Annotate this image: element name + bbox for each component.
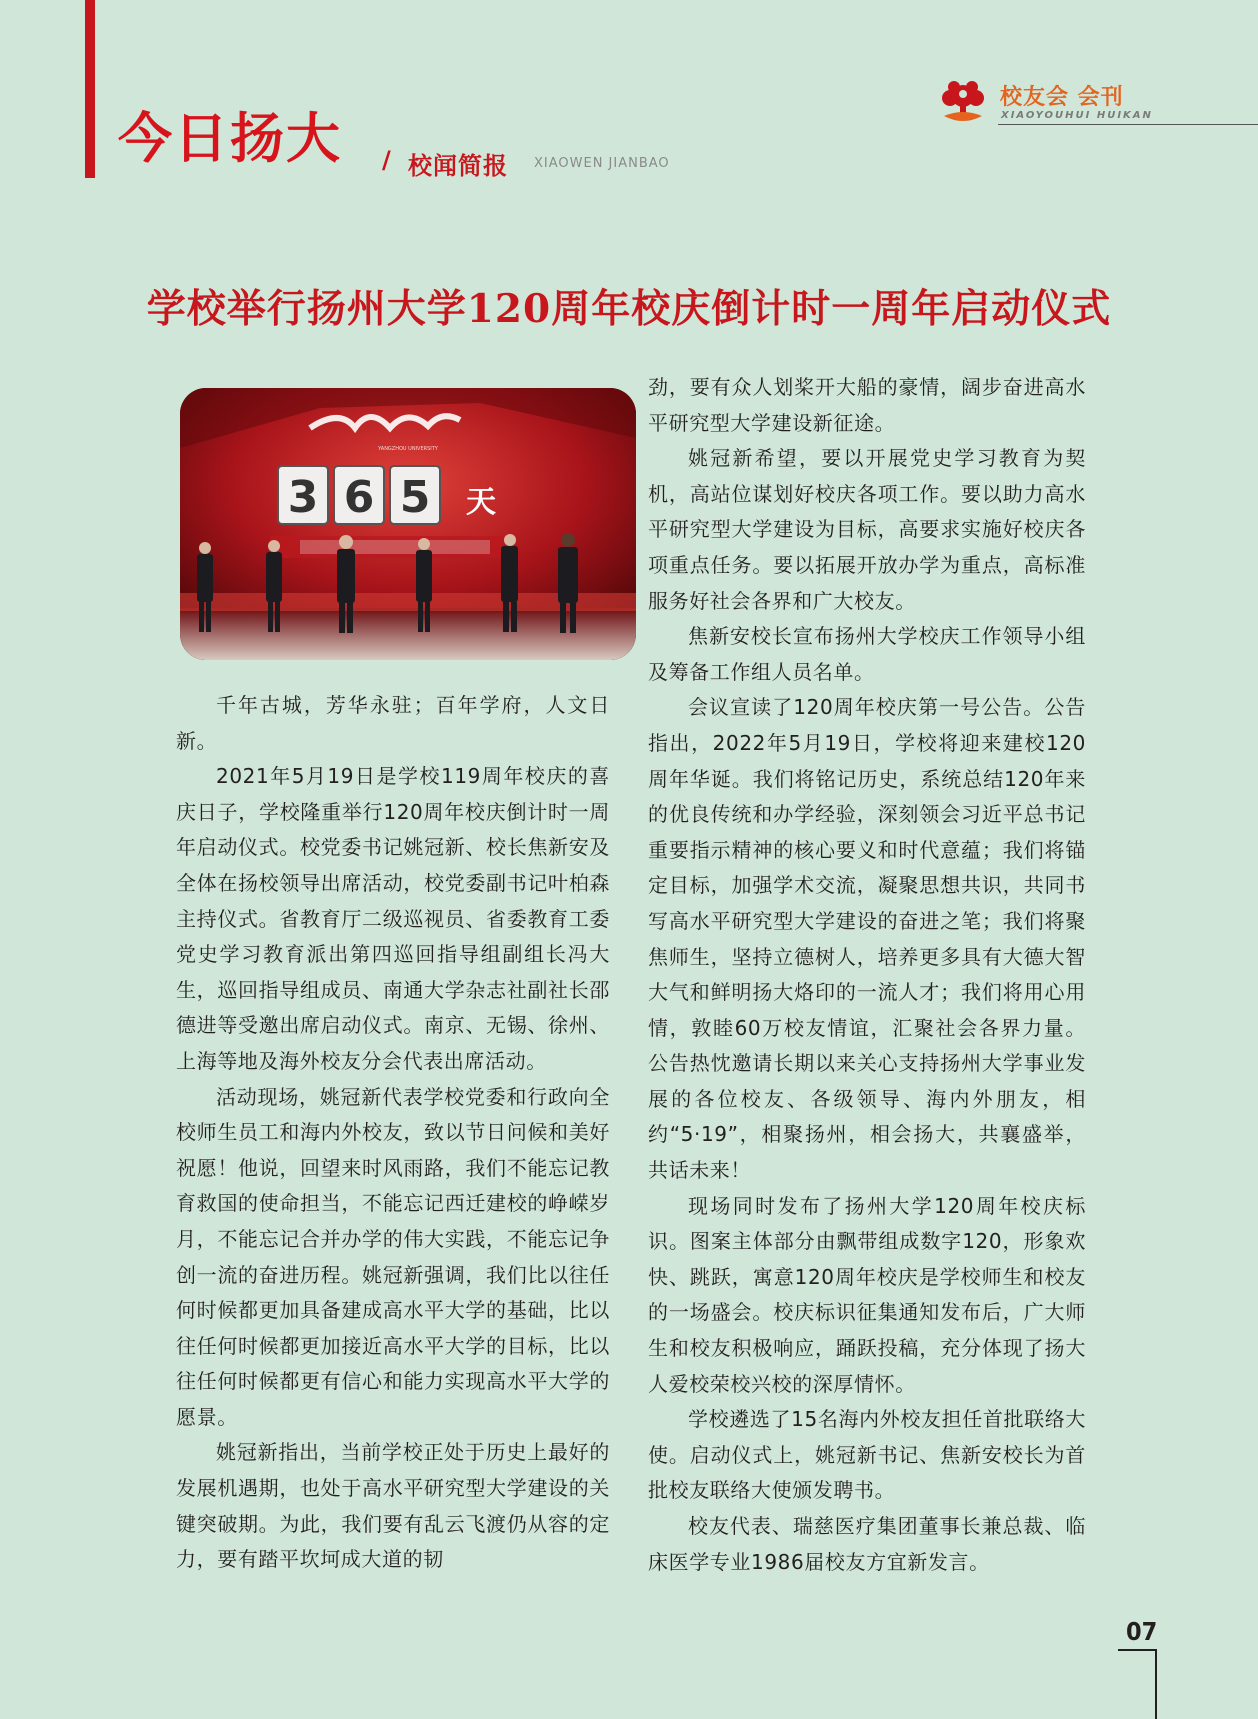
brand-name-pinyin: XIAOYOUHUI HUIKAN [1001,110,1153,121]
article-paragraph: 姚冠新指出，当前学校正处于历史上最好的发展机遇期，也处于高水平研究型大学建设的关键突破期。为此，我们要有乱云飞渡仍从容的定力，要有踏平坎坷成大道的韧 [176,1440,610,1572]
section-accent-bar [85,0,95,178]
article-paragraph: 会议宣读了120周年校庆第一号公告。公告指出，2022年5月19日，学校将迎来建校120周年华诞。我们将铭记历史，系统总结120年来的优良传统和办学经验，深刻领会习近平总书记重要指示精神的核心要义和时代意蕴；我们将锚定目标，加强学术交流，凝聚思想共识，共同书写高水平研究型大学建设的奋进之笔；我们将聚焦师生，坚持立德树人，培养更多具有大德大智大气和鲜明扬大烙印的一流人才；我们将用心用情，敦睦60万校友情谊，汇聚社会各界力量。公告热忱邀请长期以来关心支持扬州大学事业发展的各位校友、各级领导、海内外朋友，相约“5·19”，相聚扬州，相会扬大，共襄盛举，共话未来！ [648,695,1086,1183]
brand-name: 校友会 会刊 [1000,85,1124,110]
article-paragraph: 现场同时发布了扬州大学120周年校庆标识。图案主体部分由飘带组成数字120，形象欢快、跳跃，寓意120周年校庆是学校师生和校友的一场盛会。校庆标识征集通知发布后，广大师生和校友积极响应，踊跃投稿，充分体现了扬大人爱校荣校兴校的深厚情怀。 [648,1193,1086,1396]
article-paragraph: 千年古城，芳华永驻；百年学府，人文日新。 [176,693,610,753]
page-number-rule [1155,1649,1157,1719]
svg-text:YANGZHOU UNIVERSITY: YANGZHOU UNIVERSITY [378,446,438,452]
page-number-rule [1118,1649,1156,1651]
article-paragraph: 焦新安校长宣布扬州大学校庆工作领导小组及筹备工作组人员名单。 [648,624,1086,684]
article-paragraph: 姚冠新希望，要以开展党史学习教育为契机，高站位谋划好校庆各项工作。要以助力高水平研究型大学建设为目标，高要求实施好校庆各项重点任务。要以拓展开放办学为重点，高标准服务好社会各界和广大校友。 [648,446,1086,613]
subsection-title: 校闻简报 [408,152,508,180]
article-paragraph-continued: 劲，要有众人划桨开大船的豪情，阔步奋进高水平研究型大学建设新征途。 [648,375,1086,435]
article-column-right [648,370,1086,1580]
article-paragraph: 学校遴选了15名海内外校友担任首批联络大使。启动仪式上，姚冠新书记、焦新安校长为首批校友联络大使颁发聘书。 [648,1407,1086,1503]
subsection-title-pinyin: XIAOWEN JIANBAO [534,156,670,171]
countdown-digit: 5 [399,472,431,523]
article-paragraph: 活动现场，姚冠新代表学校党委和行政向全校师生员工和海内外校友，致以节日问候和美好祝愿！他说，回望来时风雨路，我们不能忘记教育救国的使命担当，不能忘记西迁建校的峥嵘岁月，不能忘记合并办学的伟大实践，不能忘记争创一流的奋进历程。姚冠新强调，我们比以往任何时候都更加具备建成高水平大学的基础，比以往任何时候都更加接近高水平大学的目标，比以往任何时候都更有信心和能力实现高水平大学的愿景。 [176,1084,610,1429]
brand-divider [998,124,1258,125]
page-number: 07 [1126,1617,1158,1646]
section-title: 今日扬大 [118,107,342,170]
ceremony-photo [180,388,636,660]
alumni-emblem-icon [936,78,990,128]
article-paragraph: 校友代表、瑞慈医疗集团董事长兼总裁、临床医学专业1986届校友方宜新发言。 [648,1514,1086,1574]
countdown-digit: 6 [343,472,375,523]
article-column-left [176,688,610,1578]
countdown-digit: 3 [287,472,319,523]
article-headline: 学校举行扬州大学120周年校庆倒计时一周年启动仪式 [146,286,1112,332]
article-paragraph: 2021年5月19日是学校119周年校庆的喜庆日子，学校隆重举行120周年校庆倒计时一周年启动仪式。校党委书记姚冠新、校长焦新安及全体在扬校领导出席活动，校党委副书记叶柏森主持仪式。省教育厅二级巡视员、省委教育工委党史学习教育派出第四巡回指导组副组长冯大生，巡回指导组成员、南通大学杂志社副社长邵德进等受邀出席启动仪式。南京、无锡、徐州、上海等地及海外校友分会代表出席活动。 [176,764,610,1073]
subsection-slash: / [382,146,391,174]
countdown-unit: 天 [466,485,496,520]
